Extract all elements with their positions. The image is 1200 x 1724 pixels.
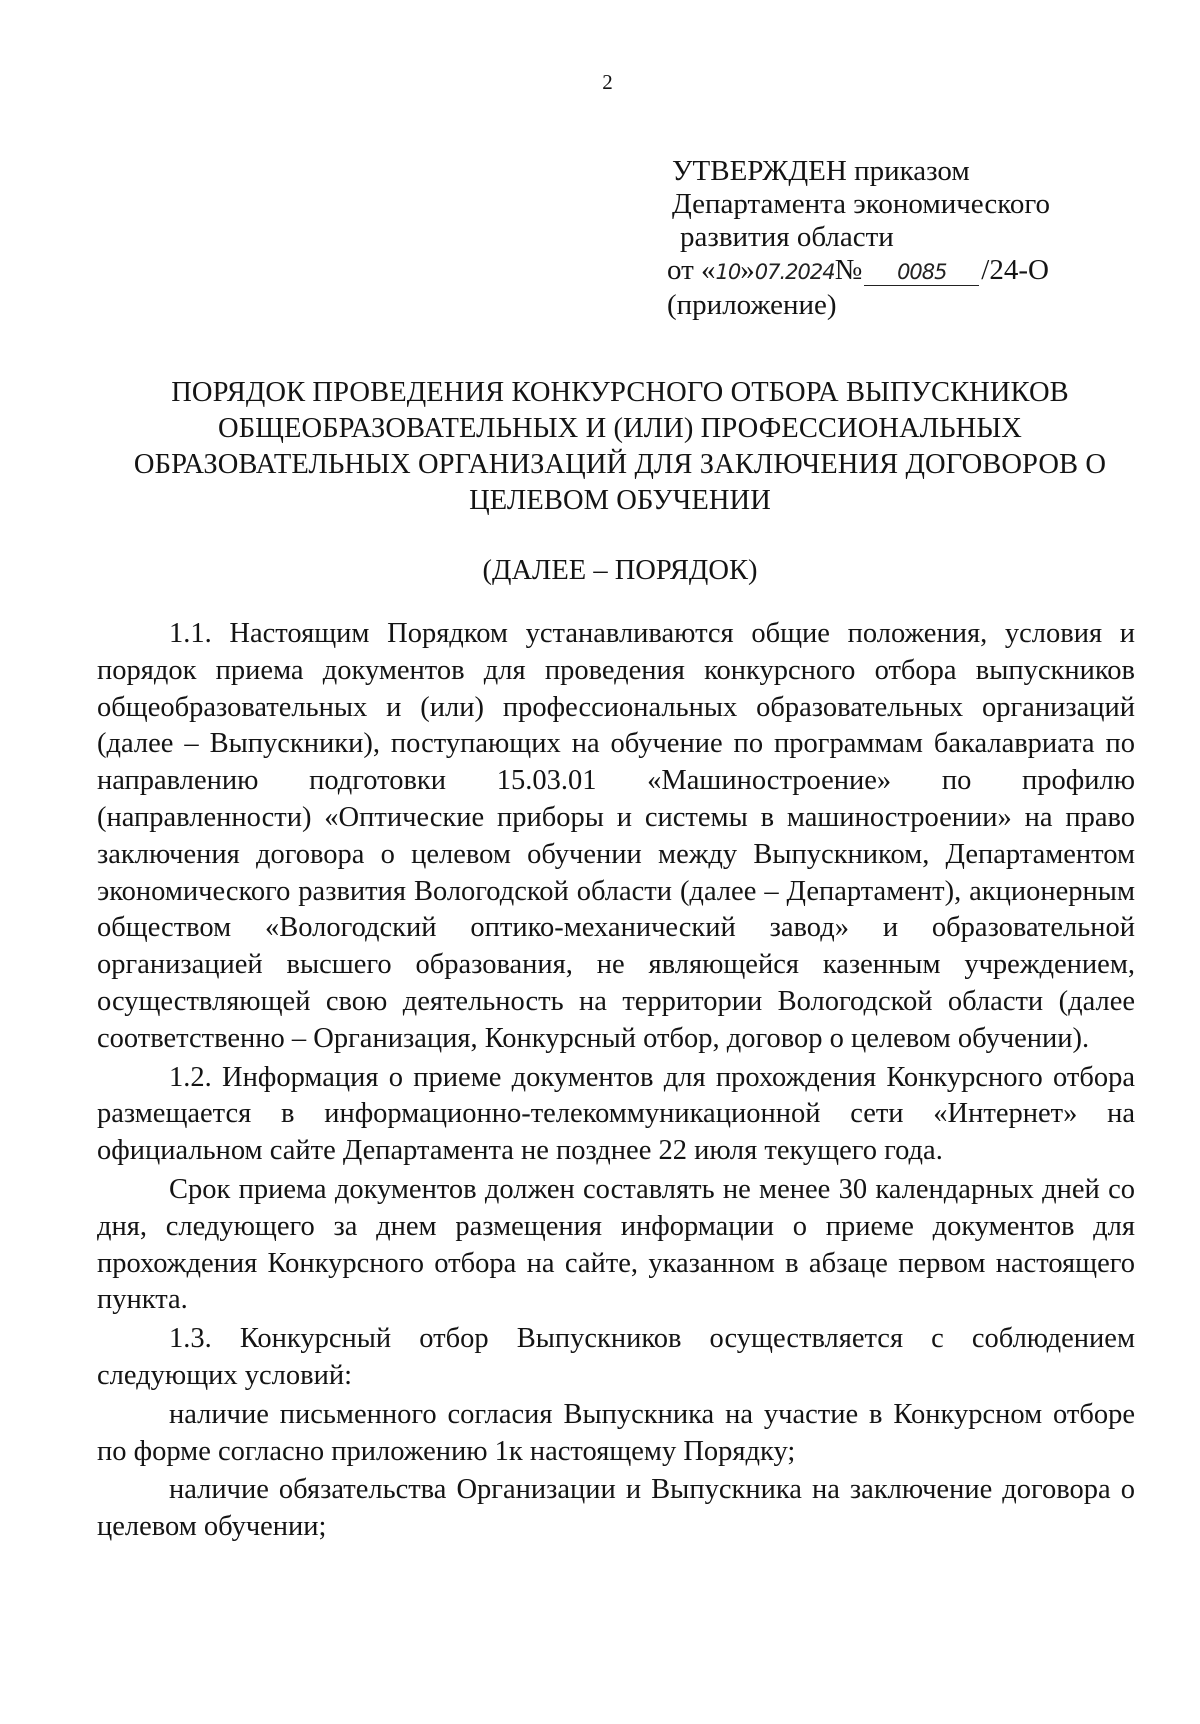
page-number: 2 xyxy=(602,70,613,94)
date-prefix: от « xyxy=(667,254,716,286)
approval-line-2: Департамента экономического xyxy=(672,188,1051,220)
paragraph-1-2: 1.2. Информация о приеме документов для прохождения Конкурсного отбора размещается в информационно-телекоммуникационной сети «Интернет» на официальном сайте Департамента не позднее 22 июля текущего года. xyxy=(97,1061,1135,1167)
paragraph-1-1: 1.1. Настоящим Порядком устанавливаются общие положения, условия и порядок приема документов для проведения конкурсного отбора выпускников общеобразовательных и (или) профессиональных образовательных организаций (далее – Выпускники), поступающих на обучение по программам бакалавриата по направлению подготовки 15.03.01 «Машиностроение» по профилю (направленности) «Оптические приборы и системы в машиностроении» на право заключения договора о целевом обучении между Выпускником, Департаментом экономического развития Вологодской области (далее – Департамент), акционерным обществом «Вологодский оптико-механический завод» и образовательной организацией высшего образования, не являющейся казенным учреждением, осуществляющей свою деятельность на территории Вологодской области (далее соответственно – Организация, Конкурсный отбор, договор о целевом обучении). xyxy=(97,618,1135,1054)
handwritten-day: 10 xyxy=(715,260,741,284)
number-suffix: /24-О xyxy=(981,254,1049,286)
approval-appendix: (приложение) xyxy=(667,289,837,321)
date-middle: » xyxy=(740,254,755,286)
document-body xyxy=(97,616,1135,1546)
approval-line-3: развития области xyxy=(680,221,894,253)
number-sign: № xyxy=(834,254,863,286)
approval-date-line xyxy=(667,254,1050,289)
paragraph-1-3: 1.3. Конкурсный отбор Выпускников осуществляется с соблюдением следующих условий: xyxy=(97,1323,1135,1391)
approval-stamp-block xyxy=(667,155,1051,322)
paragraph-condition-consent: наличие письменного согласия Выпускника на участие в Конкурсном отборе по форме согласно приложению 1к настоящему Порядку; xyxy=(97,1398,1135,1467)
paragraph-condition-obligation: наличие обязательства Организации и Выпускника на заключение договора о целевом обучении; xyxy=(97,1474,1135,1543)
paragraph-deadline: Срок приема документов должен составлять не менее 30 календарных дней со дня, следующего за днем размещения информации о приеме документов для прохождения Конкурсного отбора на сайте, указанном в абзаце первом настоящего пункта. xyxy=(97,1173,1135,1316)
handwritten-month-year: 07.2024 xyxy=(754,260,835,284)
approval-line-1: УТВЕРЖДЕН приказом xyxy=(672,155,970,187)
handwritten-order-number: 0085 xyxy=(897,260,947,284)
document-subtitle: (ДАЛЕЕ – ПОРЯДОК) xyxy=(482,555,758,586)
document-title: ПОРЯДОК ПРОВЕДЕНИЯ КОНКУРСНОГО ОТБОРА ВЫПУСКНИКОВ ОБЩЕОБРАЗОВАТЕЛЬНЫХ И (ИЛИ) ПРОФЕССИОНАЛЬНЫХ ОБРАЗОВАТЕЛЬНЫХ ОРГАНИЗАЦИЙ ДЛЯ ЗАКЛЮЧЕНИЯ ДОГОВОРОВ О ЦЕЛЕВОМ ОБУЧЕНИИ xyxy=(133,377,1107,516)
